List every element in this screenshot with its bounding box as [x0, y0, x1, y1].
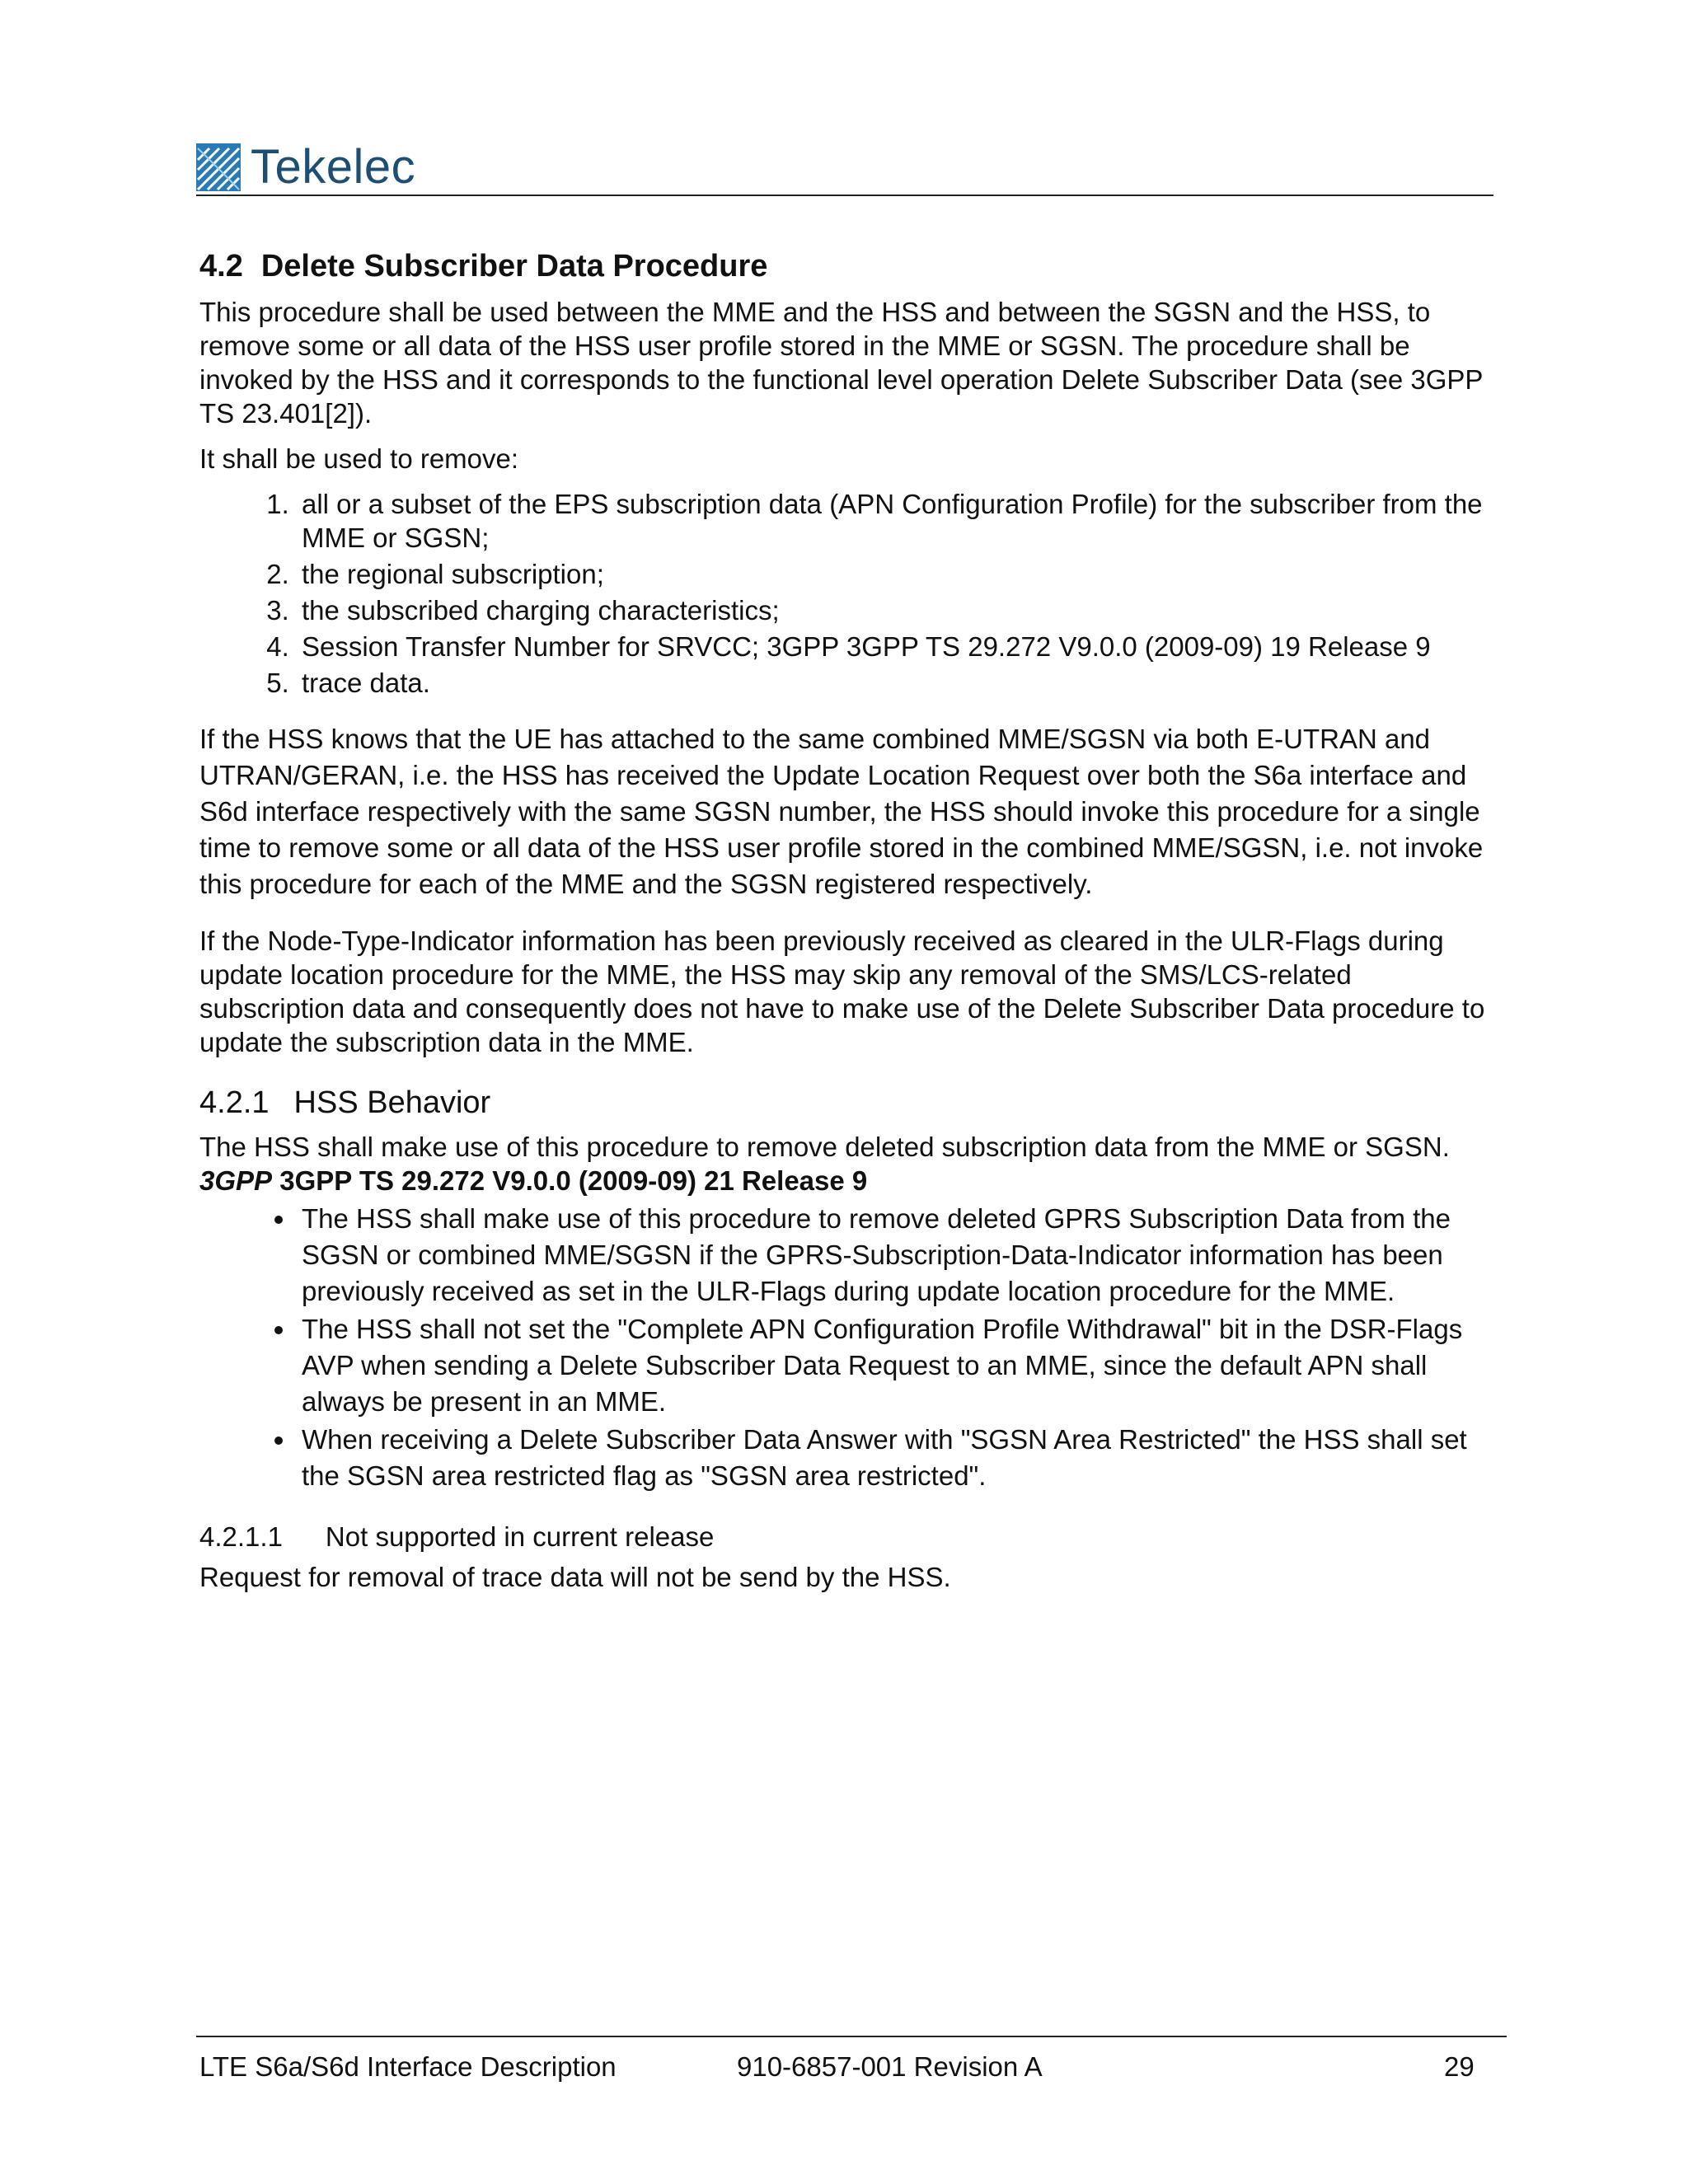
subsection-title: HSS Behavior	[293, 1085, 491, 1120]
subsubsection-title: Not supported in current release	[325, 1521, 715, 1552]
footer-page-number: 29	[1444, 2051, 1475, 2082]
section-title: Delete Subscriber Data Procedure	[260, 249, 768, 284]
footer-doc-number: 910-6857-001 Revision A	[737, 2051, 1043, 2082]
header-divider	[196, 194, 1493, 196]
list-item: 4. Session Transfer Number for SRVCC; 3GPP 3GPP TS 29.272 V9.0.0 (2009-09) 19 Release 9	[297, 630, 1493, 663]
hss-behavior-list	[199, 1201, 1493, 1494]
section-intro: This procedure shall be used between the MME and the HSS and between the SGSN and the HSS, to remove some or all data of the HSS user profile stored in the MME or SGSN. The procedure shall be invoked by the HSS and it corresponds to the functional level operation Delete Subscriber Data (see 3GPP TS 23.401[2]).	[199, 297, 1483, 429]
list-item: 3. the subscribed charging characteristics;	[297, 593, 1493, 627]
company-name: Tekelec	[251, 140, 416, 194]
subsubsection-number: 4.2.1.1	[199, 1521, 283, 1552]
bullet-item: • The HSS shall not set the "Complete APN Configuration Profile Withdrawal" bit in the DSR-Flags AVP when sending a Delete Subscriber Data Request to an MME, since the default APN shall always be present in an MME.	[297, 1311, 1493, 1420]
release-reference	[199, 1164, 1493, 1197]
bullet-item: • When receiving a Delete Subscriber Data Answer with "SGSN Area Restricted" the HSS shall set the SGSN area restricted flag as "SGSN area restricted".	[297, 1422, 1493, 1494]
remove-lead: It shall be used to remove:	[199, 443, 519, 474]
bullet-item: • The HSS shall make use of this procedure to remove deleted GPRS Subscription Data from the SGSN or combined MME/SGSN if the GPRS-Subscription-Data-Indicator information has been previously received as set in the ULR-Flags during update location procedure for the MME.	[297, 1201, 1493, 1310]
footer-doc-title: LTE S6a/S6d Interface Description	[199, 2051, 617, 2082]
document-body	[199, 239, 1493, 1605]
subsection-number: 4.2.1	[199, 1085, 270, 1120]
node-type-indicator-paragraph: If the Node-Type-Indicator information has been previously received as cleared in the ULR-Flags during update location procedure for the MME, the HSS may skip any removal of the SMS/LCS-related subscription data and consequently does not have to make use of the Delete Subscriber Data procedure to update the subscription data in the MME.	[199, 926, 1485, 1057]
release-italic: 3GPP	[199, 1165, 273, 1196]
list-item: 5. trace data.	[297, 666, 1493, 700]
list-item: 1. all or a subset of the EPS subscription data (APN Configuration Profile) for the subscriber from the MME or SGSN;	[297, 487, 1493, 555]
page-header	[196, 138, 415, 196]
list-item: 2. the regional subscription;	[297, 557, 1493, 591]
release-text: 3GPP TS 29.272 V9.0.0 (2009-09) 21 Release 9	[272, 1165, 868, 1196]
removal-list	[199, 487, 1493, 700]
tekelec-logo-icon	[196, 143, 241, 191]
footer-divider	[196, 2036, 1507, 2037]
combined-mme-sgsn-paragraph: If the HSS knows that the UE has attached to the same combined MME/SGSN via both E-UTRAN and UTRAN/GERAN, i.e. the HSS has received the Update Location Request over both the S6a interface and S6d interface respectively with the same SGSN number, the HSS should invoke this procedure for a single time to remove some or all data of the HSS user profile stored in the combined MME/SGSN, i.e. not invoke this procedure for each of the MME and the SGSN registered respectively.	[199, 724, 1484, 899]
subsubsection-heading	[199, 1519, 1493, 1555]
section-heading	[199, 247, 1493, 285]
subsection-intro: The HSS shall make use of this procedure to remove deleted subscription data from the MME or SGSN.	[199, 1132, 1450, 1162]
subsubsection-text: Request for removal of trace data will not be send by the HSS.	[199, 1562, 951, 1592]
section-number: 4.2	[199, 249, 243, 284]
subsection-heading	[199, 1084, 1493, 1122]
